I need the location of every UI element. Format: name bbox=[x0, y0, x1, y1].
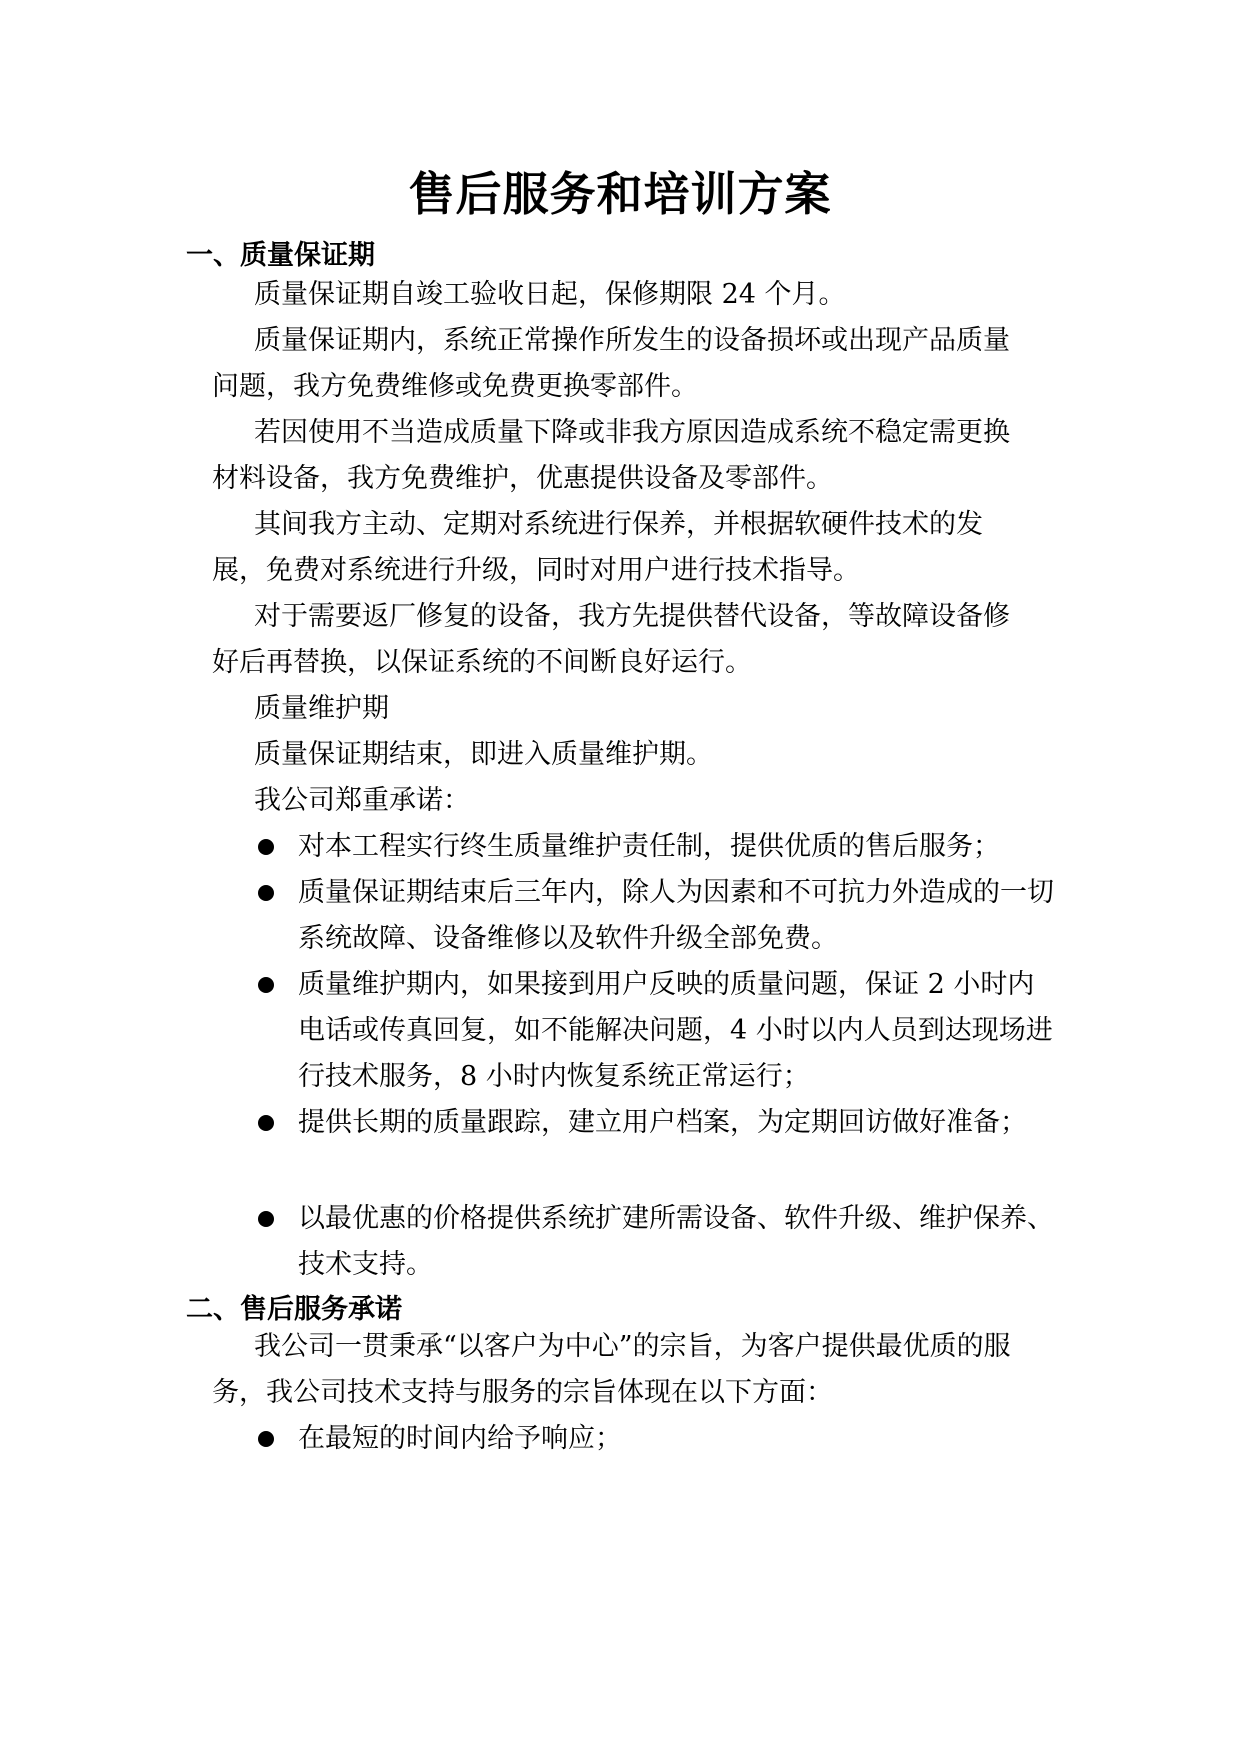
list-item-text: 质量保证期结束后三年内，除人为因素和不可抗力外造成的一切系统故障、设备维修以及软件升级全部免费。 bbox=[298, 877, 1054, 954]
paragraph-replacement-device: 对于需要返厂修复的设备，我方先提供替代设备，等故障设备修好后再替换，以保证系统的不间断良好运行。 bbox=[212, 601, 1010, 678]
list-item-text: 对本工程实行终生质量维护责任制，提供优质的售后服务； bbox=[298, 831, 1000, 862]
bullet-dot-icon bbox=[258, 977, 274, 993]
list-item bbox=[254, 1416, 1054, 1462]
section-1-heading: 一、质量保证期 bbox=[186, 240, 375, 271]
list-item-text: 提供长期的质量跟踪，建立用户档案，为定期回访做好准备； bbox=[298, 1107, 1027, 1138]
maintenance-period-title: 质量维护期 bbox=[254, 693, 389, 724]
paragraph-warranty-period: 质量保证期自竣工验收日起，保修期限 24 个月。 bbox=[254, 279, 846, 310]
bullet-dot-icon bbox=[258, 885, 274, 901]
list-item bbox=[254, 1196, 1054, 1288]
paragraph-improper-use: 若因使用不当造成质量下降或非我方原因造成系统不稳定需更换材料设备，我方免费维护，优惠提供设备及零部件。 bbox=[212, 417, 1010, 494]
paragraph-service-principle: 我公司一贯秉承“以客户为中心”的宗旨，为客户提供最优质的服务，我公司技术支持与服务的宗旨体现在以下方面： bbox=[212, 1331, 1011, 1408]
maintenance-period-text: 质量保证期结束，即进入质量维护期。 bbox=[254, 739, 713, 770]
promise-intro: 我公司郑重承诺： bbox=[254, 785, 470, 816]
bullet-dot-icon bbox=[258, 1211, 274, 1227]
bullet-dot-icon bbox=[258, 1115, 274, 1131]
document-title: 售后服务和培训方案 bbox=[408, 167, 832, 221]
bullet-dot-icon bbox=[258, 1431, 274, 1447]
list-item bbox=[254, 1100, 1054, 1146]
list-item-text: 以最优惠的价格提供系统扩建所需设备、软件升级、维护保养、技术支持。 bbox=[298, 1203, 1054, 1280]
list-item-text: 质量维护期内，如果接到用户反映的质量问题，保证 2 小时内电话或传真回复，如不能解决问题，4 小时以内人员到达现场进行技术服务，8 小时内恢复系统正常运行； bbox=[298, 969, 1053, 1092]
list-item bbox=[254, 824, 1054, 870]
list-item-text: 在最短的时间内给予响应； bbox=[298, 1423, 622, 1454]
section-2-heading: 二、售后服务承诺 bbox=[186, 1294, 402, 1325]
list-item bbox=[254, 962, 1054, 1100]
paragraph-maintenance-upgrade: 其间我方主动、定期对系统进行保养，并根据软硬件技术的发展，免费对系统进行升级，同时对用户进行技术指导。 bbox=[212, 509, 983, 586]
bullet-dot-icon bbox=[258, 839, 274, 855]
paragraph-free-repair: 质量保证期内，系统正常操作所发生的设备损坏或出现产品质量问题，我方免费维修或免费更换零部件。 bbox=[212, 325, 1010, 402]
list-item bbox=[254, 870, 1054, 962]
